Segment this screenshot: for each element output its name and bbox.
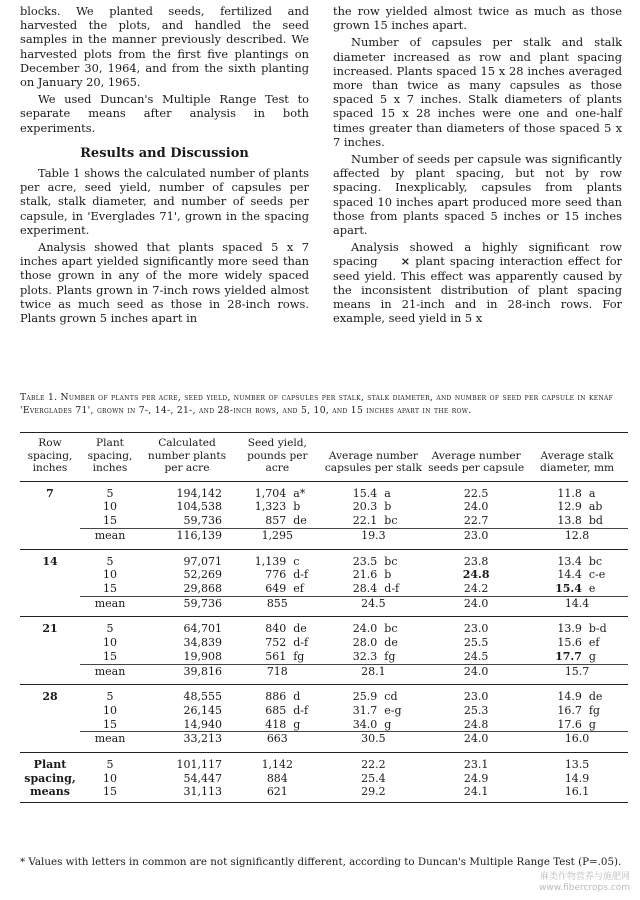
stalk-diameter-letter-cell: a (588, 486, 596, 500)
paragraph-part: plant spacing interaction effect for seed yield. This effect was apparently caused by the inconsistent distribution of plant spacing means in 21-inch and in 28-inch rows. For example, seed yield in 5 x (333, 254, 622, 326)
table-row (20, 500, 628, 514)
seed-yield-letter-cell: ef (293, 582, 304, 595)
stalk-diameter-cell: 13.4 (557, 554, 582, 568)
plants-per-acre-cell: 31,113 (140, 785, 234, 802)
header-capsules: Average number capsules per stalk (321, 433, 427, 482)
capsules-cell: 21.6 (352, 568, 378, 582)
seeds-per-capsule-cell: 23.0 (463, 622, 489, 636)
cross-symbol: × (400, 254, 411, 269)
stalk-diameter-cell: 15.4 (555, 582, 582, 595)
seeds-per-capsule-cell: 25.5 (463, 636, 489, 650)
capsules-cell: 23.5 (352, 554, 378, 568)
capsules-cell: 28.1 (321, 664, 427, 678)
seeds-per-capsule-cell: 24.5 (463, 649, 489, 663)
mean-row (20, 732, 628, 746)
plant-spacing-cell: 5 (106, 486, 114, 500)
plants-per-acre-cell: 14,940 (183, 717, 222, 731)
plant-spacing-cell: 10 (103, 771, 117, 785)
plant-spacing-cell: 10 (103, 568, 117, 582)
header-row-spacing: Row spacing, inches (20, 433, 80, 482)
stalk-diameter-cell: 16.1 (526, 785, 628, 802)
capsules-cell: 22.2 (361, 758, 386, 772)
plants-per-acre-cell: 116,139 (140, 528, 234, 542)
header-stalk-diameter: Average stalk diameter, mm (526, 433, 628, 482)
row-spacing-cell: 7 (46, 486, 54, 500)
plants-per-acre-cell: 33,213 (140, 732, 234, 746)
table-body (20, 481, 628, 802)
row-spacing-cell (20, 636, 80, 650)
plant-spacing-cell: 15 (103, 717, 117, 731)
capsules-cell: 22.1 (352, 514, 378, 528)
watermark-line: www.fibercrops.com (539, 883, 630, 893)
row-spacing-cell (20, 596, 80, 610)
mean-row (20, 596, 628, 610)
right-column (333, 4, 622, 325)
plant-spacing-cell: 15 (103, 582, 117, 595)
plants-per-acre-cell: 39,816 (140, 664, 234, 678)
body-text (20, 4, 622, 325)
row-spacing-cell (20, 514, 80, 528)
seed-yield-letter-cell: d-f (293, 636, 309, 650)
row-spacing-cell (20, 718, 80, 732)
paragraph: Number of capsules per stalk and stalk diameter increased as row and plant spacing increased. Plants spaced 15 x 28 inches averaged more than twice as many capsules as those spaced 5 x 7 inches. Stalk diameters of plants spaced 15 x 28 inches were one and one-half times greater than diameters of those spaced 5 x 7 inches. (333, 35, 622, 149)
capsules-cell: 15.4 (352, 486, 378, 500)
stalk-diameter-cell: 12.9 (557, 500, 582, 514)
plants-per-acre-cell: 97,071 (183, 554, 222, 568)
left-column (20, 4, 309, 325)
stalk-diameter-cell: 16.7 (557, 703, 582, 717)
seed-yield-cell: 776 (265, 568, 287, 582)
stalk-diameter-cell: 15.7 (526, 664, 628, 678)
seed-yield-cell: 685 (265, 703, 287, 717)
mean-label-cell: mean (80, 664, 140, 678)
seeds-per-capsule-cell: 24.8 (462, 568, 490, 582)
plants-per-acre-cell: 29,868 (183, 582, 222, 595)
plant-spacing-mean-row (20, 753, 628, 772)
capsules-cell: 28.4 (352, 582, 378, 595)
plants-per-acre-cell: 59,736 (140, 596, 234, 610)
seed-yield-letter-cell: de (293, 622, 307, 636)
seed-yield-cell: 1,139 (254, 554, 287, 568)
paragraph: Table 1 shows the calculated number of plants per acre, seed yield, number of capsules per stalk, stalk diameter, and number of seeds per capsule, in 'Everglades 71', grown in the spacing experiment. (20, 166, 309, 237)
plants-per-acre-cell: 54,447 (183, 771, 222, 785)
paragraph-part: Analysis showed a highly significant row spacing (333, 240, 622, 269)
capsules-cell: 20.3 (352, 500, 378, 514)
capsules-cell: 28.0 (352, 636, 378, 650)
seed-yield-letter-cell: d-f (293, 703, 309, 717)
row-spacing-cell (20, 664, 80, 678)
paragraph: Number of seeds per capsule was significantly affected by plant spacing, but not by row spacing. Inexplicably, capsules from plants spaced 10 inches apart produced more seed than those from plants spaced 5 inches or 15 inches apart. (333, 152, 622, 238)
paragraph: the row yielded almost twice as much as those grown 15 inches apart. (333, 4, 622, 33)
seed-yield-cell: 561 (265, 649, 287, 663)
seed-yield-cell: 418 (265, 717, 287, 731)
stalk-diameter-letter-cell: g (588, 717, 596, 731)
seeds-per-capsule-cell: 23.8 (463, 554, 489, 568)
stalk-diameter-letter-cell: ab (588, 500, 603, 514)
stalk-diameter-cell: 16.0 (526, 732, 628, 746)
seeds-per-capsule-cell: 22.7 (463, 514, 489, 528)
capsules-letter-cell: de (384, 636, 398, 650)
capsules-letter-cell: bc (384, 514, 398, 528)
plants-per-acre-cell: 64,701 (183, 622, 222, 636)
capsules-letter-cell: b (384, 500, 392, 514)
plants-per-acre-cell: 26,145 (183, 703, 222, 717)
plant-spacing-means-label: Plant (33, 758, 67, 772)
mean-row (20, 528, 628, 542)
stalk-diameter-letter-cell: g (588, 649, 596, 663)
seeds-per-capsule-cell: 23.1 (463, 758, 489, 772)
seed-yield-letter-cell: a* (293, 486, 306, 500)
table-row (20, 650, 628, 664)
stalk-diameter-letter-cell: bd (588, 514, 603, 528)
capsules-letter-cell: g (384, 717, 392, 731)
capsules-letter-cell: a (384, 486, 391, 500)
plants-per-acre-cell: 194,142 (176, 486, 222, 500)
capsules-cell: 24.0 (352, 622, 378, 636)
capsules-cell: 31.7 (352, 703, 378, 717)
capsules-letter-cell: bc (384, 622, 398, 636)
seeds-per-capsule-cell: 24.2 (463, 582, 489, 595)
plant-spacing-mean-row (20, 785, 628, 802)
seed-yield-cell: 1,295 (234, 528, 321, 542)
seeds-per-capsule-cell: 24.0 (426, 732, 526, 746)
table-row (20, 636, 628, 650)
capsules-cell: 25.9 (352, 690, 378, 704)
mean-label-cell: mean (80, 732, 140, 746)
section-heading: Results and Discussion (80, 145, 249, 161)
stalk-diameter-letter-cell: b-d (588, 622, 607, 636)
paragraph (333, 240, 622, 325)
seeds-per-capsule-cell: 24.0 (426, 596, 526, 610)
table-caption: Table 1. Number of plants per acre, seed yield, number of capsules per stalk, stalk diameter, and number of seed per capsule in kenaf 'Everglades 71', grown in 7-, 14-, 21-, and 28-inch rows, and 5, 10, and 15 inches apart in the row. (20, 392, 614, 416)
seed-yield-letter-cell: b (293, 500, 301, 514)
seed-yield-cell: 718 (234, 664, 321, 678)
capsules-cell: 25.4 (361, 771, 386, 785)
data-table (20, 432, 628, 803)
seed-yield-letter-cell: d-f (293, 568, 309, 582)
plant-spacing-cell: 10 (103, 636, 117, 650)
row-spacing-cell (20, 500, 80, 514)
table-row (20, 549, 628, 568)
seeds-per-capsule-cell: 24.0 (426, 664, 526, 678)
plant-spacing-cell: 15 (103, 514, 117, 528)
seed-yield-letter-cell: de (293, 514, 307, 528)
seed-yield-cell: 1,704 (254, 486, 287, 500)
table-row (20, 685, 628, 704)
stalk-diameter-cell: 13.5 (564, 758, 590, 772)
mean-row (20, 664, 628, 678)
plant-spacing-means-label: means (20, 785, 80, 802)
seed-yield-cell: 752 (265, 636, 287, 650)
table-row (20, 568, 628, 582)
capsules-letter-cell: b (384, 568, 392, 582)
capsules-cell: 34.0 (352, 717, 378, 731)
paragraph: We used Duncan's Multiple Range Test to separate means after analysis in both experiments. (20, 92, 309, 135)
plant-spacing-cell: 15 (103, 649, 117, 663)
plant-spacing-cell: 10 (103, 703, 117, 717)
seed-yield-letter-cell: d (293, 690, 301, 704)
seed-yield-cell: 857 (265, 514, 287, 528)
stalk-diameter-cell: 14.9 (564, 771, 590, 785)
seed-yield-cell: 649 (265, 582, 287, 595)
header-seeds-per-capsule: Average number seeds per capsule (426, 433, 526, 482)
row-spacing-cell (20, 568, 80, 582)
plants-per-acre-cell: 104,538 (176, 500, 222, 514)
paragraph: blocks. We planted seeds, fertilized and harvested the plots, and handled the seed samples in the manner previously described. We harvested plots from the first five plantings on December 30, 1964, and from the sixth planting on January 20, 1965. (20, 4, 309, 90)
row-spacing-cell: 14 (42, 554, 58, 568)
seed-yield-cell: 621 (234, 785, 321, 802)
row-spacing-cell (20, 732, 80, 746)
header-plant-spacing: Plant spacing, inches (80, 433, 140, 482)
seeds-per-capsule-cell: 24.1 (426, 785, 526, 802)
row-spacing-cell: 21 (42, 622, 58, 636)
plant-spacing-mean-row (20, 772, 628, 786)
seed-yield-cell: 884 (266, 771, 288, 785)
plants-per-acre-cell: 101,117 (176, 758, 222, 772)
capsules-cell: 19.3 (321, 528, 427, 542)
capsules-letter-cell: cd (384, 690, 398, 704)
stalk-diameter-letter-cell: de (588, 690, 603, 704)
stalk-diameter-cell: 13.8 (557, 514, 582, 528)
seeds-per-capsule-cell: 25.3 (463, 703, 489, 717)
seed-yield-letter-cell: g (293, 717, 301, 731)
plants-per-acre-cell: 48,555 (183, 690, 222, 704)
seed-yield-cell: 840 (265, 622, 287, 636)
plants-per-acre-cell: 59,736 (183, 514, 222, 528)
seeds-per-capsule-cell: 24.9 (463, 771, 489, 785)
stalk-diameter-letter-cell: e (588, 582, 596, 595)
row-spacing-cell (20, 650, 80, 664)
plant-spacing-cell: 10 (103, 500, 117, 514)
table-row (20, 617, 628, 636)
stalk-diameter-cell: 14.4 (526, 596, 628, 610)
plants-per-acre-cell: 34,839 (183, 636, 222, 650)
plant-spacing-cell: 5 (106, 690, 114, 704)
capsules-letter-cell: fg (384, 649, 396, 663)
row-spacing-cell (20, 704, 80, 718)
mean-label-cell: mean (80, 596, 140, 610)
stalk-diameter-cell: 12.8 (526, 528, 628, 542)
plant-spacing-cell: 15 (80, 785, 140, 802)
stalk-diameter-letter-cell: ef (588, 636, 600, 650)
row-spacing-cell (20, 582, 80, 596)
stalk-diameter-cell: 17.7 (555, 649, 582, 663)
seed-yield-cell: 1,142 (261, 758, 294, 772)
table-row (20, 481, 628, 500)
capsules-cell: 29.2 (321, 785, 427, 802)
seed-yield-cell: 886 (265, 690, 287, 704)
capsules-letter-cell: e-g (384, 703, 402, 717)
table-footnote: * Values with letters in common are not significantly different, according to Duncan's Multiple Range Test (P=.05). (20, 856, 622, 868)
table-row (20, 582, 628, 596)
paragraph: Analysis showed that plants spaced 5 x 7 inches apart yielded significantly more seed than those grown in any of the more widely spaced plots. Plants grown in 7-inch rows yielded almost twice as much seed as those in 28-inch rows. Plants grown 5 inches apart in (20, 240, 309, 326)
mean-label-cell: mean (80, 528, 140, 542)
plant-spacing-cell: 5 (106, 758, 114, 772)
capsules-cell: 24.5 (321, 596, 427, 610)
row-spacing-cell: 28 (42, 690, 58, 704)
capsules-letter-cell: d-f (384, 582, 400, 595)
stalk-diameter-letter-cell: c-e (588, 568, 606, 582)
stalk-diameter-cell: 14.4 (557, 568, 582, 582)
seeds-per-capsule-cell: 23.0 (426, 528, 526, 542)
header-seed-yield: Seed yield, pounds per acre (234, 433, 321, 482)
plants-per-acre-cell: 19,908 (183, 649, 222, 663)
seeds-per-capsule-cell: 24.8 (463, 717, 489, 731)
watermark-line: 麻类作物营养与施肥网 (539, 872, 630, 882)
stalk-diameter-cell: 17.6 (557, 717, 582, 731)
row-spacing-cell (20, 528, 80, 542)
stalk-diameter-letter-cell: bc (588, 554, 603, 568)
table-row (20, 514, 628, 528)
stalk-diameter-cell: 15.6 (557, 636, 582, 650)
stalk-diameter-cell: 11.8 (557, 486, 582, 500)
seeds-per-capsule-cell: 23.0 (463, 690, 489, 704)
watermark (539, 872, 630, 894)
stalk-diameter-letter-cell: fg (588, 703, 600, 717)
capsules-cell: 30.5 (321, 732, 427, 746)
seed-yield-cell: 663 (234, 732, 321, 746)
capsules-cell: 32.3 (352, 649, 378, 663)
plant-spacing-means-label: spacing, (24, 771, 76, 785)
seed-yield-cell: 1,323 (254, 500, 287, 514)
capsules-letter-cell: bc (384, 554, 398, 568)
header-plants-per-acre: Calculated number plants per acre (140, 433, 234, 482)
seed-yield-cell: 855 (234, 596, 321, 610)
table-row (20, 718, 628, 732)
seeds-per-capsule-cell: 22.5 (463, 486, 489, 500)
plants-per-acre-cell: 52,269 (183, 568, 222, 582)
table-header-row (20, 433, 628, 482)
plant-spacing-cell: 5 (106, 622, 114, 636)
plant-spacing-cell: 5 (106, 554, 114, 568)
seed-yield-letter-cell: c (293, 554, 300, 568)
seeds-per-capsule-cell: 24.0 (463, 500, 489, 514)
table-row (20, 704, 628, 718)
stalk-diameter-cell: 13.9 (557, 622, 582, 636)
stalk-diameter-cell: 14.9 (557, 690, 582, 704)
seed-yield-letter-cell: fg (293, 649, 305, 663)
